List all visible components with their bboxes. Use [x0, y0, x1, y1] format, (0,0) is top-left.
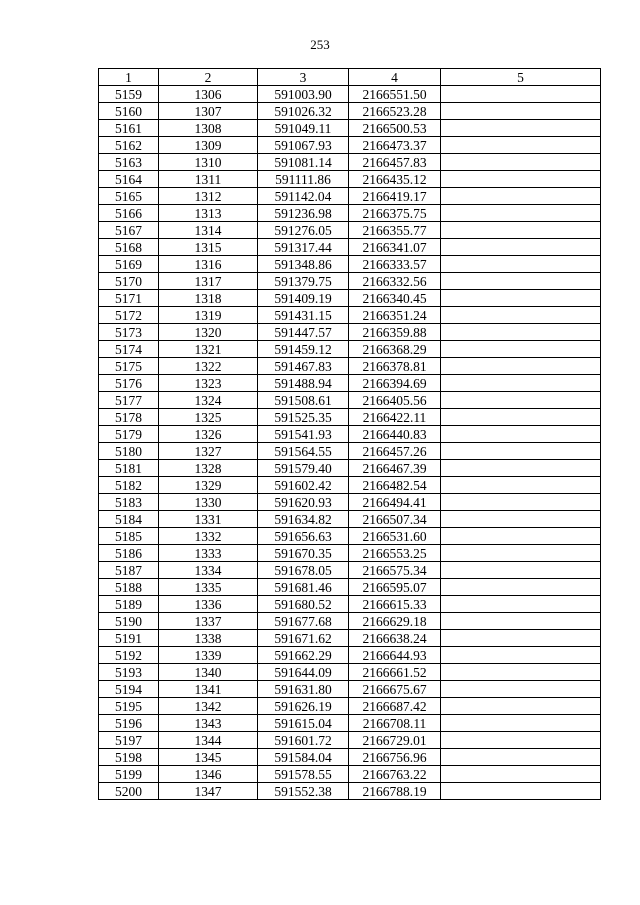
- notes-cell: [441, 409, 601, 426]
- y-coordinate-cell: 2166375.75: [349, 205, 441, 222]
- table-row: [99, 222, 601, 239]
- header-row: [99, 69, 601, 86]
- point-number-cell: 1345: [159, 749, 258, 766]
- point-number-cell: 1320: [159, 324, 258, 341]
- y-coordinate-cell: 2166332.56: [349, 273, 441, 290]
- table-row: [99, 647, 601, 664]
- x-coordinate-cell: 591578.55: [258, 766, 349, 783]
- point-number-cell: 1322: [159, 358, 258, 375]
- x-coordinate-cell: 591631.80: [258, 681, 349, 698]
- y-coordinate-cell: 2166523.28: [349, 103, 441, 120]
- notes-cell: [441, 528, 601, 545]
- table-row: [99, 290, 601, 307]
- notes-cell: [441, 545, 601, 562]
- point-number-cell: 1324: [159, 392, 258, 409]
- table-row: [99, 205, 601, 222]
- table-row: [99, 749, 601, 766]
- notes-cell: [441, 596, 601, 613]
- table-row: [99, 477, 601, 494]
- table-row: [99, 545, 601, 562]
- table-row: [99, 341, 601, 358]
- table-row: [99, 664, 601, 681]
- point-number-cell: 1312: [159, 188, 258, 205]
- row-number-cell: 5169: [99, 256, 159, 273]
- row-number-cell: 5168: [99, 239, 159, 256]
- x-coordinate-cell: 591541.93: [258, 426, 349, 443]
- y-coordinate-cell: 2166440.83: [349, 426, 441, 443]
- point-number-cell: 1340: [159, 664, 258, 681]
- row-number-cell: 5182: [99, 477, 159, 494]
- row-number-cell: 5193: [99, 664, 159, 681]
- y-coordinate-cell: 2166378.81: [349, 358, 441, 375]
- x-coordinate-cell: 591634.82: [258, 511, 349, 528]
- row-number-cell: 5186: [99, 545, 159, 562]
- row-number-cell: 5184: [99, 511, 159, 528]
- notes-cell: [441, 358, 601, 375]
- point-number-cell: 1347: [159, 783, 258, 800]
- point-number-cell: 1311: [159, 171, 258, 188]
- point-number-cell: 1332: [159, 528, 258, 545]
- notes-cell: [441, 375, 601, 392]
- notes-cell: [441, 154, 601, 171]
- x-coordinate-cell: 591508.61: [258, 392, 349, 409]
- table-row: [99, 426, 601, 443]
- y-coordinate-cell: 2166394.69: [349, 375, 441, 392]
- table-row: [99, 732, 601, 749]
- point-number-cell: 1306: [159, 86, 258, 103]
- point-number-cell: 1328: [159, 460, 258, 477]
- table-row: [99, 256, 601, 273]
- x-coordinate-cell: 591564.55: [258, 443, 349, 460]
- x-coordinate-cell: 591142.04: [258, 188, 349, 205]
- x-coordinate-cell: 591680.52: [258, 596, 349, 613]
- y-coordinate-cell: 2166507.34: [349, 511, 441, 528]
- x-coordinate-cell: 591644.09: [258, 664, 349, 681]
- y-coordinate-cell: 2166422.11: [349, 409, 441, 426]
- y-coordinate-cell: 2166551.50: [349, 86, 441, 103]
- point-number-cell: 1325: [159, 409, 258, 426]
- notes-cell: [441, 137, 601, 154]
- table-row: [99, 681, 601, 698]
- notes-cell: [441, 647, 601, 664]
- table-row: [99, 358, 601, 375]
- y-coordinate-cell: 2166333.57: [349, 256, 441, 273]
- point-number-cell: 1321: [159, 341, 258, 358]
- row-number-cell: 5159: [99, 86, 159, 103]
- x-coordinate-cell: 591670.35: [258, 545, 349, 562]
- row-number-cell: 5188: [99, 579, 159, 596]
- x-coordinate-cell: 591431.15: [258, 307, 349, 324]
- x-coordinate-cell: 591620.93: [258, 494, 349, 511]
- x-coordinate-cell: 591447.57: [258, 324, 349, 341]
- notes-cell: [441, 613, 601, 630]
- row-number-cell: 5200: [99, 783, 159, 800]
- notes-cell: [441, 749, 601, 766]
- x-coordinate-cell: 591467.83: [258, 358, 349, 375]
- x-coordinate-cell: 591111.86: [258, 171, 349, 188]
- point-number-cell: 1346: [159, 766, 258, 783]
- y-coordinate-cell: 2166340.45: [349, 290, 441, 307]
- row-number-cell: 5167: [99, 222, 159, 239]
- table-row: [99, 494, 601, 511]
- x-coordinate-cell: 591488.94: [258, 375, 349, 392]
- table-row: [99, 188, 601, 205]
- column-header-1: 1: [99, 69, 159, 86]
- table-row: [99, 698, 601, 715]
- point-number-cell: 1319: [159, 307, 258, 324]
- table-row: [99, 443, 601, 460]
- row-number-cell: 5183: [99, 494, 159, 511]
- table-row: [99, 103, 601, 120]
- row-number-cell: 5187: [99, 562, 159, 579]
- y-coordinate-cell: 2166482.54: [349, 477, 441, 494]
- point-number-cell: 1316: [159, 256, 258, 273]
- point-number-cell: 1323: [159, 375, 258, 392]
- x-coordinate-cell: 591236.98: [258, 205, 349, 222]
- notes-cell: [441, 783, 601, 800]
- y-coordinate-cell: 2166467.39: [349, 460, 441, 477]
- row-number-cell: 5178: [99, 409, 159, 426]
- notes-cell: [441, 103, 601, 120]
- y-coordinate-cell: 2166457.83: [349, 154, 441, 171]
- y-coordinate-cell: 2166359.88: [349, 324, 441, 341]
- table-row: [99, 86, 601, 103]
- table-row: [99, 375, 601, 392]
- y-coordinate-cell: 2166531.60: [349, 528, 441, 545]
- y-coordinate-cell: 2166500.53: [349, 120, 441, 137]
- row-number-cell: 5174: [99, 341, 159, 358]
- row-number-cell: 5179: [99, 426, 159, 443]
- point-number-cell: 1327: [159, 443, 258, 460]
- notes-cell: [441, 341, 601, 358]
- notes-cell: [441, 392, 601, 409]
- y-coordinate-cell: 2166615.33: [349, 596, 441, 613]
- row-number-cell: 5163: [99, 154, 159, 171]
- point-number-cell: 1326: [159, 426, 258, 443]
- table-row: [99, 409, 601, 426]
- y-coordinate-cell: 2166595.07: [349, 579, 441, 596]
- coordinates-table: [98, 68, 601, 800]
- table-row: [99, 783, 601, 800]
- column-header-4: 4: [349, 69, 441, 86]
- point-number-cell: 1338: [159, 630, 258, 647]
- notes-cell: [441, 562, 601, 579]
- table-row: [99, 171, 601, 188]
- y-coordinate-cell: 2166644.93: [349, 647, 441, 664]
- row-number-cell: 5173: [99, 324, 159, 341]
- notes-cell: [441, 732, 601, 749]
- row-number-cell: 5172: [99, 307, 159, 324]
- x-coordinate-cell: 591276.05: [258, 222, 349, 239]
- notes-cell: [441, 443, 601, 460]
- x-coordinate-cell: 591678.05: [258, 562, 349, 579]
- point-number-cell: 1342: [159, 698, 258, 715]
- point-number-cell: 1318: [159, 290, 258, 307]
- notes-cell: [441, 239, 601, 256]
- notes-cell: [441, 630, 601, 647]
- notes-cell: [441, 205, 601, 222]
- y-coordinate-cell: 2166575.34: [349, 562, 441, 579]
- row-number-cell: 5180: [99, 443, 159, 460]
- y-coordinate-cell: 2166355.77: [349, 222, 441, 239]
- point-number-cell: 1331: [159, 511, 258, 528]
- row-number-cell: 5161: [99, 120, 159, 137]
- row-number-cell: 5162: [99, 137, 159, 154]
- point-number-cell: 1307: [159, 103, 258, 120]
- notes-cell: [441, 273, 601, 290]
- y-coordinate-cell: 2166473.37: [349, 137, 441, 154]
- row-number-cell: 5191: [99, 630, 159, 647]
- row-number-cell: 5197: [99, 732, 159, 749]
- y-coordinate-cell: 2166341.07: [349, 239, 441, 256]
- table-row: [99, 392, 601, 409]
- point-number-cell: 1317: [159, 273, 258, 290]
- point-number-cell: 1309: [159, 137, 258, 154]
- x-coordinate-cell: 591409.19: [258, 290, 349, 307]
- x-coordinate-cell: 591662.29: [258, 647, 349, 664]
- row-number-cell: 5181: [99, 460, 159, 477]
- x-coordinate-cell: 591026.32: [258, 103, 349, 120]
- table-row: [99, 766, 601, 783]
- table-row: [99, 324, 601, 341]
- point-number-cell: 1333: [159, 545, 258, 562]
- table-row: [99, 630, 601, 647]
- notes-cell: [441, 324, 601, 341]
- column-header-5: 5: [441, 69, 601, 86]
- y-coordinate-cell: 2166687.42: [349, 698, 441, 715]
- point-number-cell: 1336: [159, 596, 258, 613]
- table-row: [99, 120, 601, 137]
- point-number-cell: 1310: [159, 154, 258, 171]
- y-coordinate-cell: 2166494.41: [349, 494, 441, 511]
- row-number-cell: 5185: [99, 528, 159, 545]
- notes-cell: [441, 511, 601, 528]
- point-number-cell: 1335: [159, 579, 258, 596]
- row-number-cell: 5170: [99, 273, 159, 290]
- table-row: [99, 154, 601, 171]
- x-coordinate-cell: 591459.12: [258, 341, 349, 358]
- y-coordinate-cell: 2166405.56: [349, 392, 441, 409]
- y-coordinate-cell: 2166763.22: [349, 766, 441, 783]
- point-number-cell: 1313: [159, 205, 258, 222]
- y-coordinate-cell: 2166351.24: [349, 307, 441, 324]
- table-row: [99, 579, 601, 596]
- notes-cell: [441, 766, 601, 783]
- row-number-cell: 5164: [99, 171, 159, 188]
- table-row: [99, 511, 601, 528]
- x-coordinate-cell: 591379.75: [258, 273, 349, 290]
- notes-cell: [441, 290, 601, 307]
- notes-cell: [441, 188, 601, 205]
- page-number: 253: [310, 37, 330, 52]
- x-coordinate-cell: 591584.04: [258, 749, 349, 766]
- x-coordinate-cell: 591525.35: [258, 409, 349, 426]
- y-coordinate-cell: 2166675.67: [349, 681, 441, 698]
- x-coordinate-cell: 591681.46: [258, 579, 349, 596]
- x-coordinate-cell: 591348.86: [258, 256, 349, 273]
- x-coordinate-cell: 591081.14: [258, 154, 349, 171]
- notes-cell: [441, 698, 601, 715]
- y-coordinate-cell: 2166638.24: [349, 630, 441, 647]
- row-number-cell: 5177: [99, 392, 159, 409]
- x-coordinate-cell: 591615.04: [258, 715, 349, 732]
- y-coordinate-cell: 2166419.17: [349, 188, 441, 205]
- column-header-3: 3: [258, 69, 349, 86]
- row-number-cell: 5198: [99, 749, 159, 766]
- point-number-cell: 1308: [159, 120, 258, 137]
- table-row: [99, 596, 601, 613]
- notes-cell: [441, 494, 601, 511]
- notes-cell: [441, 579, 601, 596]
- table-row: [99, 307, 601, 324]
- point-number-cell: 1330: [159, 494, 258, 511]
- x-coordinate-cell: 591049.11: [258, 120, 349, 137]
- row-number-cell: 5176: [99, 375, 159, 392]
- point-number-cell: 1337: [159, 613, 258, 630]
- x-coordinate-cell: 591003.90: [258, 86, 349, 103]
- row-number-cell: 5160: [99, 103, 159, 120]
- table-row: [99, 137, 601, 154]
- y-coordinate-cell: 2166729.01: [349, 732, 441, 749]
- row-number-cell: 5171: [99, 290, 159, 307]
- table-row: [99, 239, 601, 256]
- table-row: [99, 273, 601, 290]
- point-number-cell: 1315: [159, 239, 258, 256]
- row-number-cell: 5194: [99, 681, 159, 698]
- row-number-cell: 5196: [99, 715, 159, 732]
- notes-cell: [441, 120, 601, 137]
- y-coordinate-cell: 2166788.19: [349, 783, 441, 800]
- notes-cell: [441, 715, 601, 732]
- notes-cell: [441, 460, 601, 477]
- y-coordinate-cell: 2166368.29: [349, 341, 441, 358]
- notes-cell: [441, 681, 601, 698]
- row-number-cell: 5165: [99, 188, 159, 205]
- row-number-cell: 5199: [99, 766, 159, 783]
- x-coordinate-cell: 591677.68: [258, 613, 349, 630]
- x-coordinate-cell: 591656.63: [258, 528, 349, 545]
- row-number-cell: 5175: [99, 358, 159, 375]
- y-coordinate-cell: 2166457.26: [349, 443, 441, 460]
- point-number-cell: 1344: [159, 732, 258, 749]
- column-header-2: 2: [159, 69, 258, 86]
- table-row: [99, 715, 601, 732]
- row-number-cell: 5166: [99, 205, 159, 222]
- x-coordinate-cell: 591317.44: [258, 239, 349, 256]
- x-coordinate-cell: 591671.62: [258, 630, 349, 647]
- row-number-cell: 5190: [99, 613, 159, 630]
- notes-cell: [441, 222, 601, 239]
- y-coordinate-cell: 2166708.11: [349, 715, 441, 732]
- row-number-cell: 5192: [99, 647, 159, 664]
- x-coordinate-cell: 591579.40: [258, 460, 349, 477]
- notes-cell: [441, 171, 601, 188]
- notes-cell: [441, 307, 601, 324]
- table-row: [99, 528, 601, 545]
- notes-cell: [441, 86, 601, 103]
- row-number-cell: 5195: [99, 698, 159, 715]
- y-coordinate-cell: 2166435.12: [349, 171, 441, 188]
- y-coordinate-cell: 2166629.18: [349, 613, 441, 630]
- point-number-cell: 1329: [159, 477, 258, 494]
- notes-cell: [441, 426, 601, 443]
- x-coordinate-cell: 591602.42: [258, 477, 349, 494]
- point-number-cell: 1334: [159, 562, 258, 579]
- row-number-cell: 5189: [99, 596, 159, 613]
- x-coordinate-cell: 591626.19: [258, 698, 349, 715]
- notes-cell: [441, 477, 601, 494]
- notes-cell: [441, 664, 601, 681]
- notes-cell: [441, 256, 601, 273]
- table-header: [99, 69, 601, 86]
- table-row: [99, 460, 601, 477]
- point-number-cell: 1314: [159, 222, 258, 239]
- table-row: [99, 613, 601, 630]
- y-coordinate-cell: 2166661.52: [349, 664, 441, 681]
- x-coordinate-cell: 591067.93: [258, 137, 349, 154]
- y-coordinate-cell: 2166756.96: [349, 749, 441, 766]
- y-coordinate-cell: 2166553.25: [349, 545, 441, 562]
- x-coordinate-cell: 591552.38: [258, 783, 349, 800]
- point-number-cell: 1339: [159, 647, 258, 664]
- point-number-cell: 1341: [159, 681, 258, 698]
- table-row: [99, 562, 601, 579]
- point-number-cell: 1343: [159, 715, 258, 732]
- x-coordinate-cell: 591601.72: [258, 732, 349, 749]
- table-body: [99, 86, 601, 800]
